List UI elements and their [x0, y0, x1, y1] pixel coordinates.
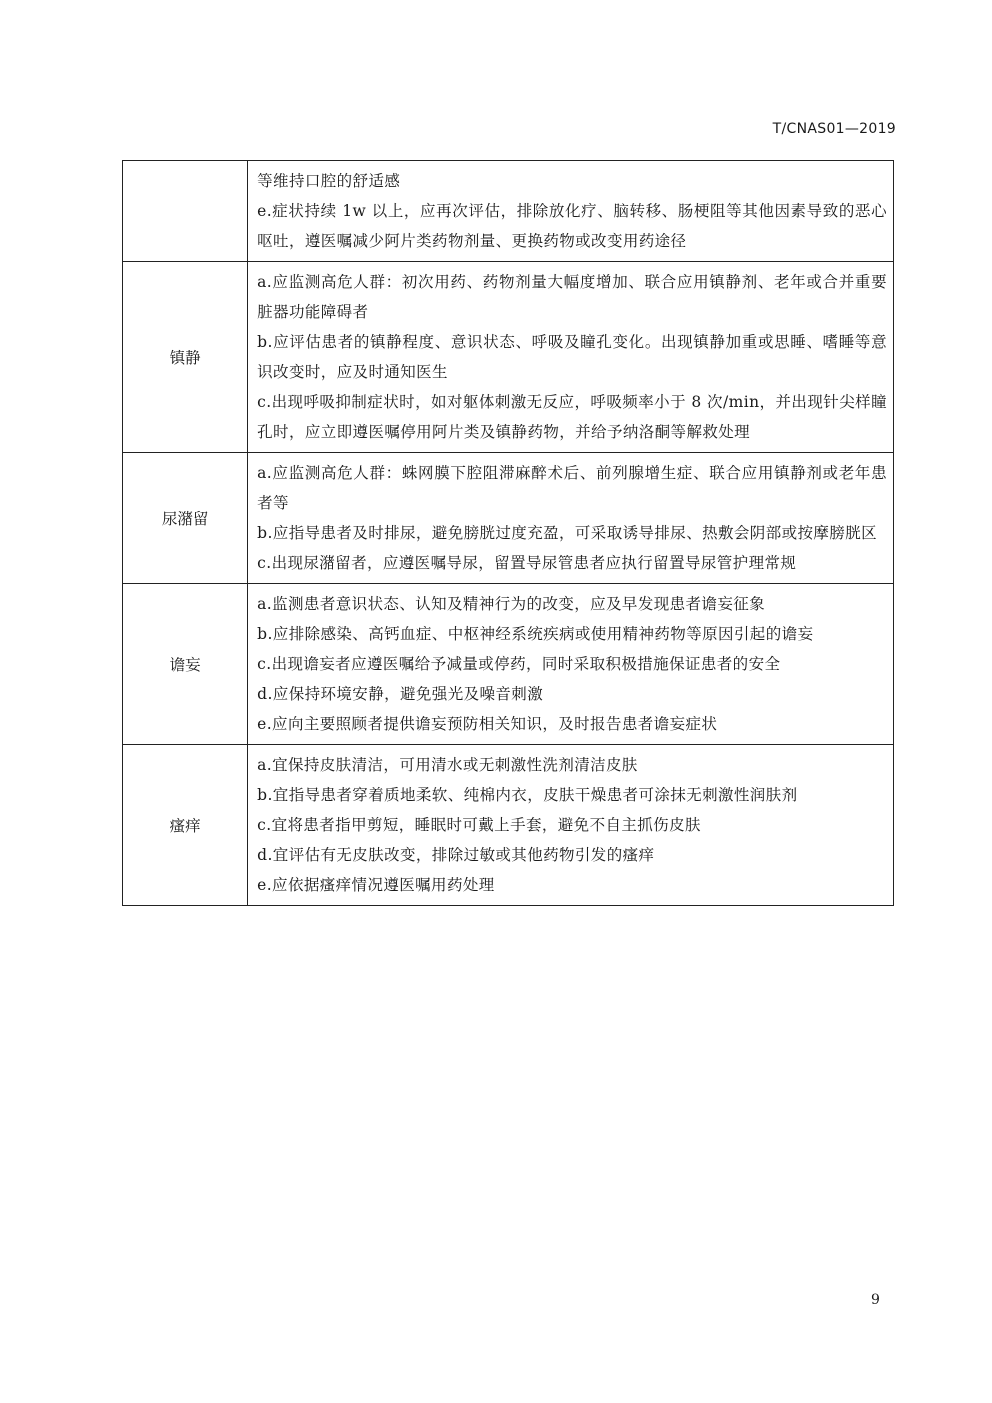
table-row: [123, 262, 894, 453]
care-measure-line: a.应监测高危人群：蛛网膜下腔阻滞麻醉术后、前列腺增生症、联合应用镇静剂或老年患者等: [257, 464, 887, 512]
table-row: [123, 161, 894, 262]
care-measure-line: e.应依据瘙痒情况遵医嘱用药处理: [257, 876, 495, 894]
care-measure-line: b.宜指导患者穿着质地柔软、纯棉内衣，皮肤干燥患者可涂抹无刺激性润肤剂: [257, 786, 798, 804]
care-measure-line: c.宜将患者指甲剪短，睡眠时可戴上手套，避免不自主抓伤皮肤: [257, 816, 701, 834]
page-number: 9: [871, 1292, 880, 1308]
symptom-name-cell: [123, 161, 248, 262]
care-measure-line: d.宜评估有无皮肤改变，排除过敏或其他药物引发的瘙痒: [257, 846, 655, 864]
care-measure-line: d.应保持环境安静，避免强光及噪音刺激: [257, 685, 544, 703]
care-measure-line: b.应评估患者的镇静程度、意识状态、呼吸及瞳孔变化。出现镇静加重或思睡、嗜睡等意识改变时，应及时通知医生: [257, 333, 887, 381]
symptom-name-cell: 尿潴留: [123, 453, 248, 584]
document-code: T/CNAS01—2019: [772, 121, 896, 137]
care-measure-line: c.出现呼吸抑制症状时，如对躯体刺激无反应，呼吸频率小于 8 次/min，并出现针尖样瞳孔时，应立即遵医嘱停用阿片类及镇静药物，并给予纳洛酮等解救处理: [257, 393, 887, 441]
care-measure-line: e.应向主要照顾者提供谵妄预防相关知识，及时报告患者谵妄症状: [257, 715, 718, 733]
table-row: [123, 584, 894, 745]
symptom-name-cell: 瘙痒: [123, 745, 248, 906]
table-row: [123, 453, 894, 584]
care-measure-line: e.症状持续 1w 以上，应再次评估，排除放化疗、脑转移、肠梗阻等其他因素导致的恶心呕吐，遵医嘱减少阿片类药物剂量、更换药物或改变用药途径: [257, 202, 887, 250]
care-measure-line: a.宜保持皮肤清洁，可用清水或无刺激性洗剂清洁皮肤: [257, 756, 638, 774]
care-measures-cell: [248, 584, 894, 745]
care-measure-line: b.应指导患者及时排尿，避免膀胱过度充盈，可采取诱导排尿、热敷会阴部或按摩膀胱区: [257, 524, 878, 542]
symptom-care-table: [122, 160, 894, 906]
care-measure-line: 等维持口腔的舒适感: [257, 172, 401, 190]
table-row: [123, 745, 894, 906]
care-measures-cell: [248, 453, 894, 584]
care-measure-line: a.监测患者意识状态、认知及精神行为的改变，应及早发现患者谵妄征象: [257, 595, 766, 613]
care-measures-cell: [248, 161, 894, 262]
care-measures-cell: [248, 262, 894, 453]
care-measure-line: c.出现谵妄者应遵医嘱给予减量或停药，同时采取积极措施保证患者的安全: [257, 655, 781, 673]
care-measure-line: a.应监测高危人群：初次用药、药物剂量大幅度增加、联合应用镇静剂、老年或合并重要脏器功能障碍者: [257, 273, 887, 321]
care-measure-line: b.应排除感染、高钙血症、中枢神经系统疾病或使用精神药物等原因引起的谵妄: [257, 625, 814, 643]
symptom-name-cell: 镇静: [123, 262, 248, 453]
care-measure-line: c.出现尿潴留者，应遵医嘱导尿，留置导尿管患者应执行留置导尿管护理常规: [257, 554, 797, 572]
symptom-name-cell: 谵妄: [123, 584, 248, 745]
care-measures-cell: [248, 745, 894, 906]
